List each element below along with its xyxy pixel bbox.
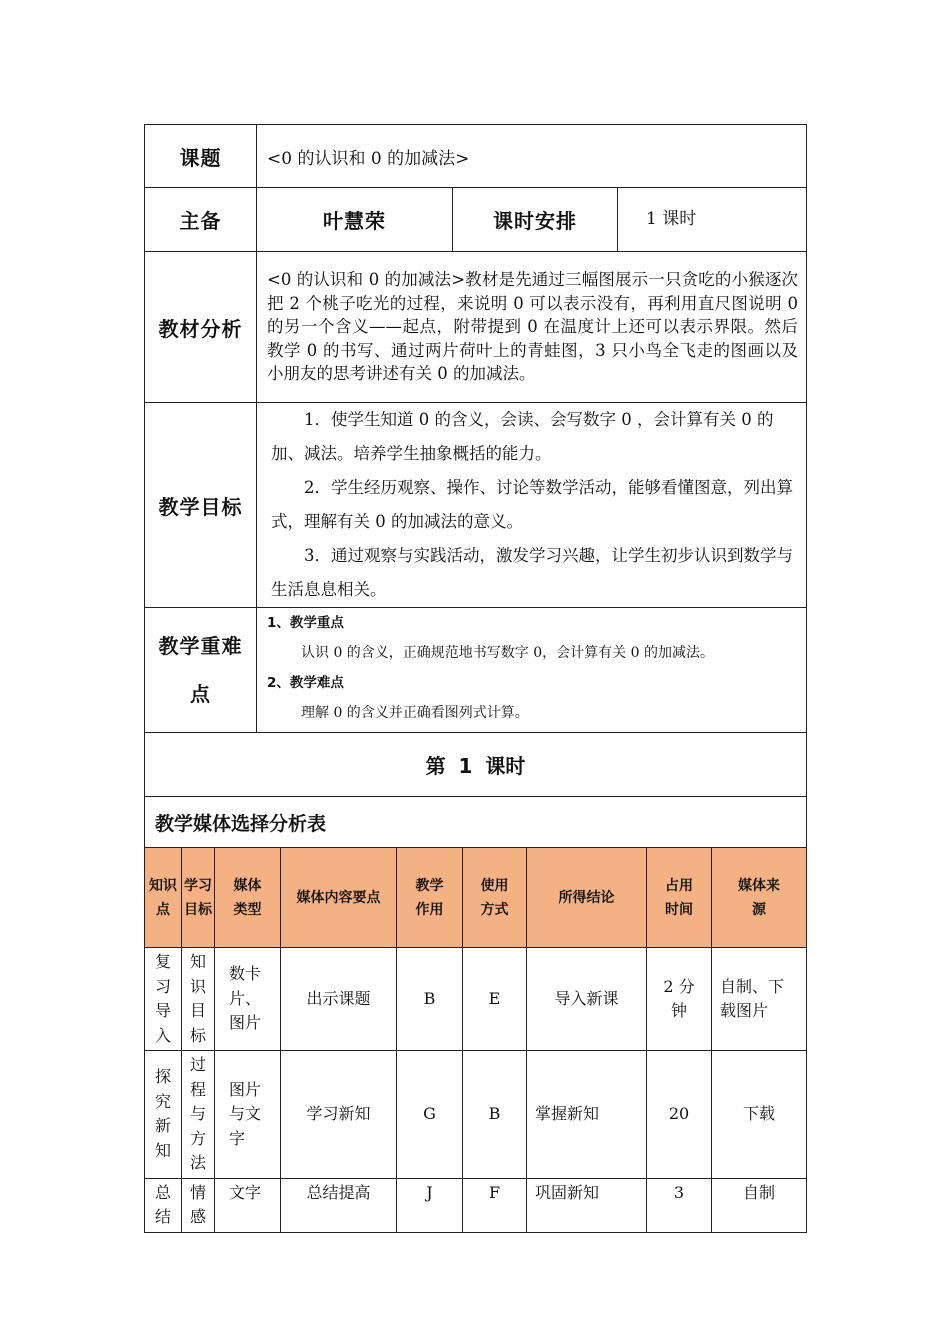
analysis-label: 教材分析 (145, 252, 257, 403)
difficulty-label-line1: 教学重难 (158, 634, 243, 658)
row2-learning-goal: 过程与方法 (182, 1051, 215, 1179)
analysis-text: <0 的认识和 0 的加减法>教材是先通过三幅图展示一只贪吃的小猴逐次把 2 个桃子吃光的过程，来说明 0 可以表示没有，再利用直尺图说明 0 的另一个含义——起点，附带提到 0 在温度计上还可以表示界限。然后教学 0 的书写、通过两片荷叶上的青蛙图，3 只小鸟全飞走的图画以及小朋友的思考讲述有关 0 的加减法。 (257, 252, 807, 403)
row2-knowledge-point: 探究新知 (145, 1051, 182, 1179)
row2-time: 20 (647, 1051, 712, 1179)
media-table-title: 教学媒体选择分析表 (145, 797, 807, 848)
key-point-title: 1、教学重点 (267, 615, 344, 631)
schedule-value: 1 课时 (618, 188, 807, 252)
header-time: 占用时间 (647, 848, 712, 948)
goals-row (145, 403, 807, 608)
goals-cell (257, 403, 807, 608)
schedule-label: 课时安排 (453, 188, 618, 252)
row1-usage: E (463, 948, 527, 1051)
header-teaching-role: 教学作用 (397, 848, 463, 948)
goals-label: 教学目标 (145, 403, 257, 608)
goal-item-3: 3．通过观察与实践活动，激发学习兴趣，让学生初步认识到数学与生活息息相关。 (271, 546, 793, 599)
difficult-point-title: 2、教学难点 (267, 675, 344, 691)
key-point-text: 认识 0 的含义，正确规范地书写数字 0，会计算有关 0 的加减法。 (301, 645, 714, 661)
table-row (145, 1051, 807, 1179)
media-header-row (145, 848, 807, 948)
topic-value: <0 的认识和 0 的加减法> (257, 125, 807, 188)
analysis-row (145, 252, 807, 403)
table-row (145, 948, 807, 1051)
header-knowledge-point: 知识点 (145, 848, 182, 948)
difficulty-cell (257, 608, 807, 733)
table-row (145, 1178, 807, 1232)
header-usage: 使用方式 (463, 848, 527, 948)
goal-item-2: 2．学生经历观察、操作、讨论等数学活动，能够看懂图意，列出算式，理解有关 0 的加减法的意义。 (271, 478, 793, 531)
row2-teaching-role: G (397, 1051, 463, 1179)
row1-learning-goal: 知识目标 (182, 948, 215, 1051)
row1-media-content: 出示课题 (281, 948, 397, 1051)
lesson-heading: 第 1 课时 (145, 733, 807, 797)
difficulty-label (145, 608, 257, 733)
row3-media-content: 总结提高 (281, 1178, 397, 1232)
header-conclusion: 所得结论 (527, 848, 647, 948)
difficult-point-text: 理解 0 的含义并正确看图列式计算。 (301, 705, 529, 721)
header-media-type: 媒体类型 (215, 848, 281, 948)
row1-time: 2 分钟 (647, 948, 712, 1051)
difficulty-row (145, 608, 807, 733)
preparer-label: 主备 (145, 188, 257, 252)
row1-source: 自制、下载图片 (712, 948, 807, 1051)
row2-conclusion: 掌握新知 (527, 1051, 647, 1179)
row3-learning-goal: 情感 (182, 1178, 215, 1232)
row3-knowledge-point: 总结 (145, 1178, 182, 1232)
goal-item-1: 1．使学生知道 0 的含义，会读、会写数字 0 ，会计算有关 0 的加、减法。培养学生抽象概括的能力。 (271, 410, 774, 463)
lesson-row (145, 733, 807, 797)
row3-time: 3 (647, 1178, 712, 1232)
topic-row (145, 125, 807, 188)
row3-source: 自制 (712, 1178, 807, 1232)
row2-usage: B (463, 1051, 527, 1179)
lesson-plan-document (144, 124, 806, 1233)
lesson-info-table (144, 124, 807, 848)
header-media-content: 媒体内容要点 (281, 848, 397, 948)
row1-conclusion: 导入新课 (527, 948, 647, 1051)
row3-media-type: 文字 (215, 1178, 281, 1232)
row3-conclusion: 巩固新知 (527, 1178, 647, 1232)
row2-media-type: 图片与文字 (215, 1051, 281, 1179)
row3-teaching-role: J (397, 1178, 463, 1232)
media-title-row (145, 797, 807, 848)
row2-source: 下载 (712, 1051, 807, 1179)
preparer-value: 叶慧荣 (257, 188, 453, 252)
row1-media-type: 数卡片、图片 (215, 948, 281, 1051)
row3-usage: F (463, 1178, 527, 1232)
header-learning-goal: 学习目标 (182, 848, 215, 948)
preparer-row (145, 188, 807, 252)
topic-label: 课题 (145, 125, 257, 188)
header-source: 媒体来源 (712, 848, 807, 948)
row1-teaching-role: B (397, 948, 463, 1051)
media-selection-table (144, 847, 807, 1233)
difficulty-label-line2: 点 (190, 682, 211, 706)
row1-knowledge-point: 复习导入 (145, 948, 182, 1051)
row2-media-content: 学习新知 (281, 1051, 397, 1179)
